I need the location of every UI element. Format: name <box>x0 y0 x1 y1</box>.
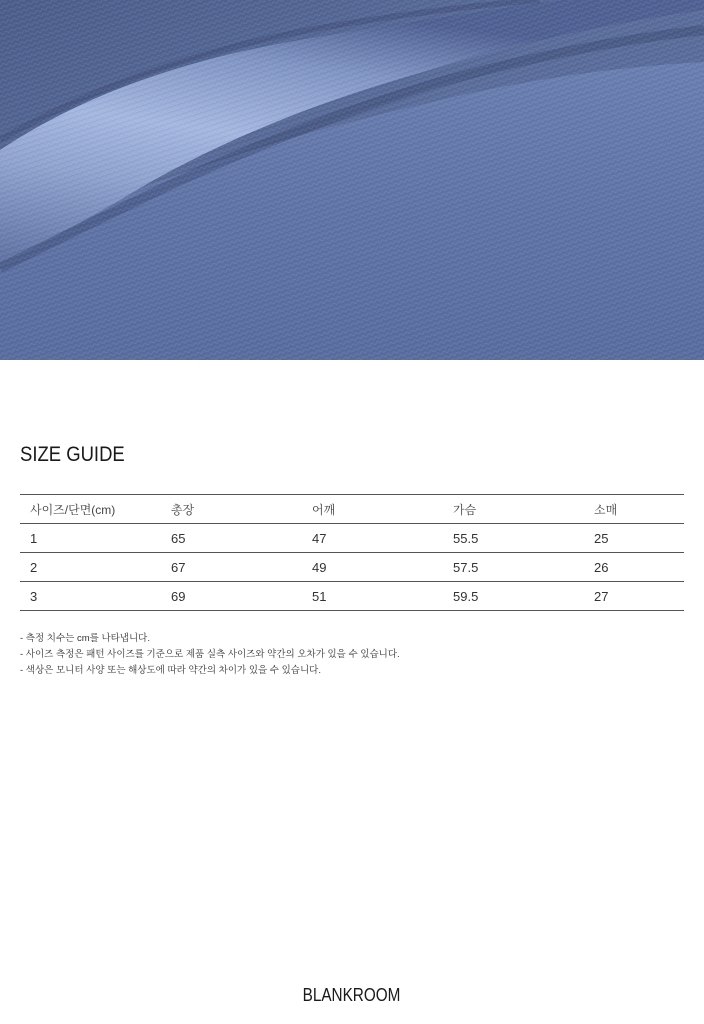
knit-fabric-photo <box>0 0 704 360</box>
note-color: - 색상은 모니터 사양 또는 해상도에 따라 약간의 차이가 있을 수 있습니다. <box>20 665 321 676</box>
size-guide-title: SIZE GUIDE <box>20 443 125 466</box>
table-cell: 3 <box>20 582 161 611</box>
table-cell: 65 <box>161 524 302 553</box>
table-cell: 1 <box>20 524 161 553</box>
table-cell: 59.5 <box>443 582 584 611</box>
table-header-row <box>20 495 684 524</box>
fabric-illustration <box>0 0 704 360</box>
table-row <box>20 553 684 582</box>
brand-logo <box>0 985 704 1006</box>
size-guide-table <box>20 494 684 611</box>
table-row <box>20 524 684 553</box>
header-total-length: 총장 <box>161 495 302 524</box>
table-cell: 57.5 <box>443 553 584 582</box>
note-unit: - 측정 치수는 cm를 나타냅니다. <box>20 633 150 644</box>
table-cell: 26 <box>584 553 684 582</box>
header-shoulder: 어깨 <box>302 495 443 524</box>
table-cell: 2 <box>20 553 161 582</box>
note-measurement: - 사이즈 측정은 패턴 사이즈를 기준으로 제품 실측 사이즈와 약간의 오차가 있을 수 있습니다. <box>20 649 400 660</box>
size-notes <box>20 631 400 679</box>
header-chest: 가슴 <box>443 495 584 524</box>
table-cell: 49 <box>302 553 443 582</box>
brand-name: BLANKROOM <box>303 985 401 1005</box>
table-cell: 47 <box>302 524 443 553</box>
header-sleeve: 소매 <box>584 495 684 524</box>
table-cell: 51 <box>302 582 443 611</box>
table-cell: 25 <box>584 524 684 553</box>
table-cell: 69 <box>161 582 302 611</box>
table-cell: 67 <box>161 553 302 582</box>
table-cell: 27 <box>584 582 684 611</box>
header-size: 사이즈/단면(cm) <box>20 495 161 524</box>
table-row <box>20 582 684 611</box>
table-cell: 55.5 <box>443 524 584 553</box>
